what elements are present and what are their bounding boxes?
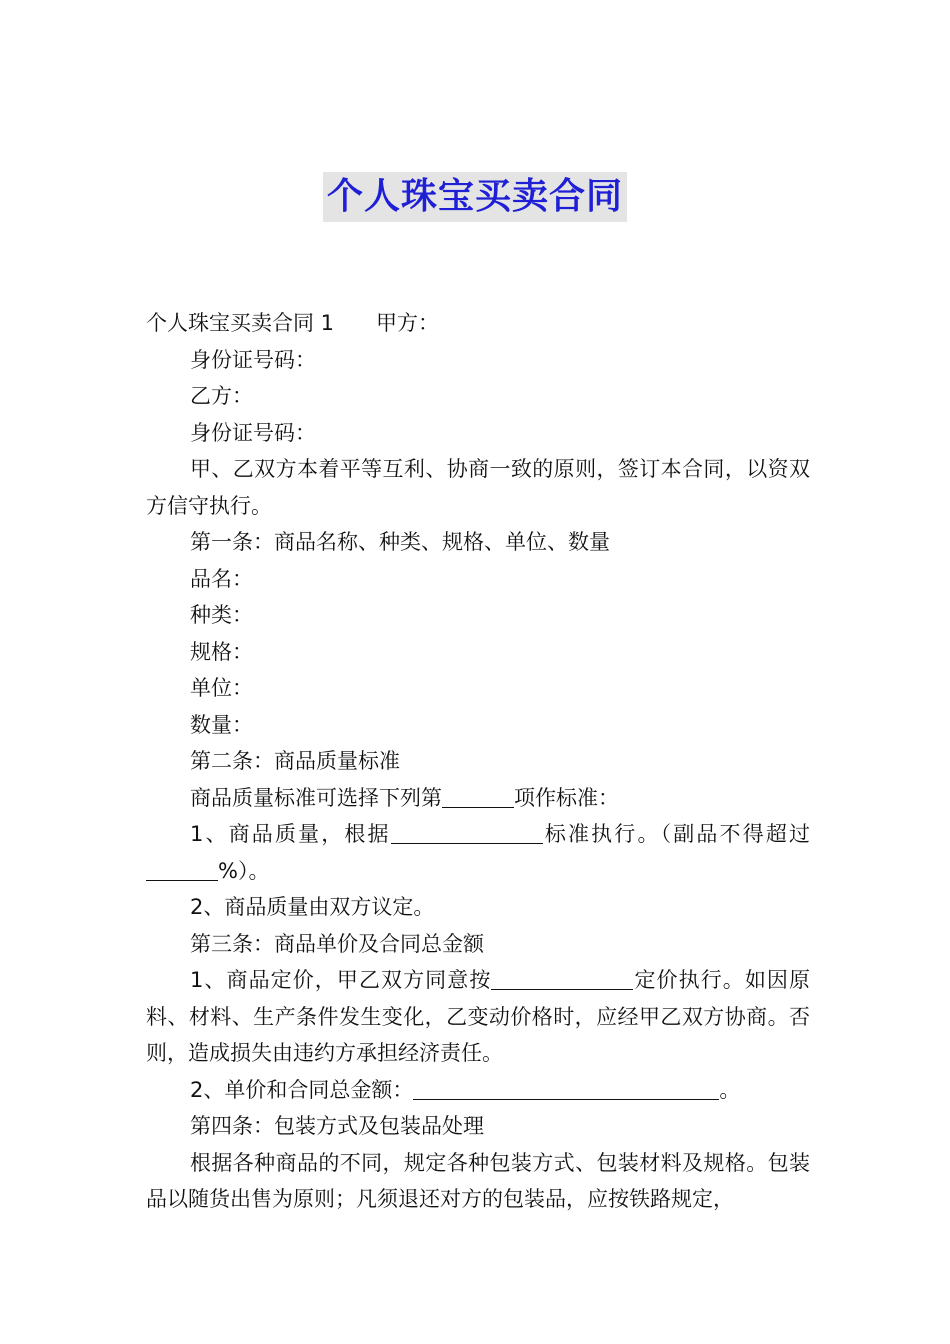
article-2-item-2: 2、商品质量由双方议定。 bbox=[190, 895, 435, 919]
article-4-heading: 第四条：包装方式及包装品处理 bbox=[190, 1114, 484, 1138]
intro-paragraph: 甲、乙双方本着平等互利、协商一致的原则，签订本合同，以资双方信守执行。 bbox=[146, 457, 810, 518]
article-2-heading: 第二条：商品质量标准 bbox=[190, 749, 400, 773]
article-1-item-unit: 单位： bbox=[190, 676, 253, 700]
blank-underline bbox=[391, 821, 543, 844]
article-1-item-spec: 规格： bbox=[190, 639, 253, 664]
party-a-label: 甲方： bbox=[376, 311, 440, 335]
article-1-item-name: 品名： bbox=[190, 566, 253, 591]
text-segment: 2、单价和合同总金额： bbox=[190, 1077, 414, 1102]
article-3-heading: 第三条：商品单价及合同总金额 bbox=[190, 931, 484, 956]
party-b-id-field: 身份证号码： bbox=[190, 420, 316, 445]
text-segment: 项作标准： bbox=[514, 785, 619, 810]
article-3-item-1 bbox=[146, 962, 810, 1072]
text-segment: 1、商品质量，根据 bbox=[190, 822, 391, 846]
heading-line bbox=[146, 305, 810, 342]
text-segment: 定价执行。如因原料、材料、生产条件发生变化，乙变动价格时，应经甲乙双方协商。否则，造成损失由违约方承担经济责任。 bbox=[146, 968, 810, 1065]
blank-underline bbox=[442, 785, 514, 808]
article-2-choose-line bbox=[146, 780, 810, 817]
blank-underline bbox=[413, 1077, 719, 1100]
blank-underline bbox=[491, 967, 633, 990]
article-1-item-type: 种类： bbox=[190, 603, 253, 627]
text-segment: %）。 bbox=[218, 858, 270, 883]
party-b-field: 乙方： bbox=[190, 384, 253, 408]
title-container bbox=[0, 172, 950, 222]
text-segment: 。 bbox=[719, 1077, 741, 1102]
text-segment: 1、商品定价，甲乙双方同意按 bbox=[190, 968, 492, 992]
blank-underline bbox=[146, 858, 218, 881]
article-1-item-quantity: 数量： bbox=[190, 712, 253, 737]
document-title: 个人珠宝买卖合同 bbox=[323, 172, 627, 222]
text-segment: 标准执行。（副品不得超过 bbox=[542, 822, 810, 846]
article-4-text: 根据各种商品的不同，规定各种包装方式、包装材料及规格。包装品以随货出售为原则；凡须退还对方的包装品，应按铁路规定， bbox=[146, 1150, 810, 1211]
document-body bbox=[146, 305, 810, 1218]
contract-number-label: 个人珠宝买卖合同 1 bbox=[146, 311, 335, 335]
text-segment: 商品质量标准可选择下列第 bbox=[190, 785, 442, 810]
party-a-id-field: 身份证号码： bbox=[190, 347, 316, 372]
article-2-item-1 bbox=[146, 816, 810, 889]
article-3-item-2 bbox=[146, 1072, 810, 1109]
article-1-heading: 第一条：商品名称、种类、规格、单位、数量 bbox=[190, 530, 610, 554]
